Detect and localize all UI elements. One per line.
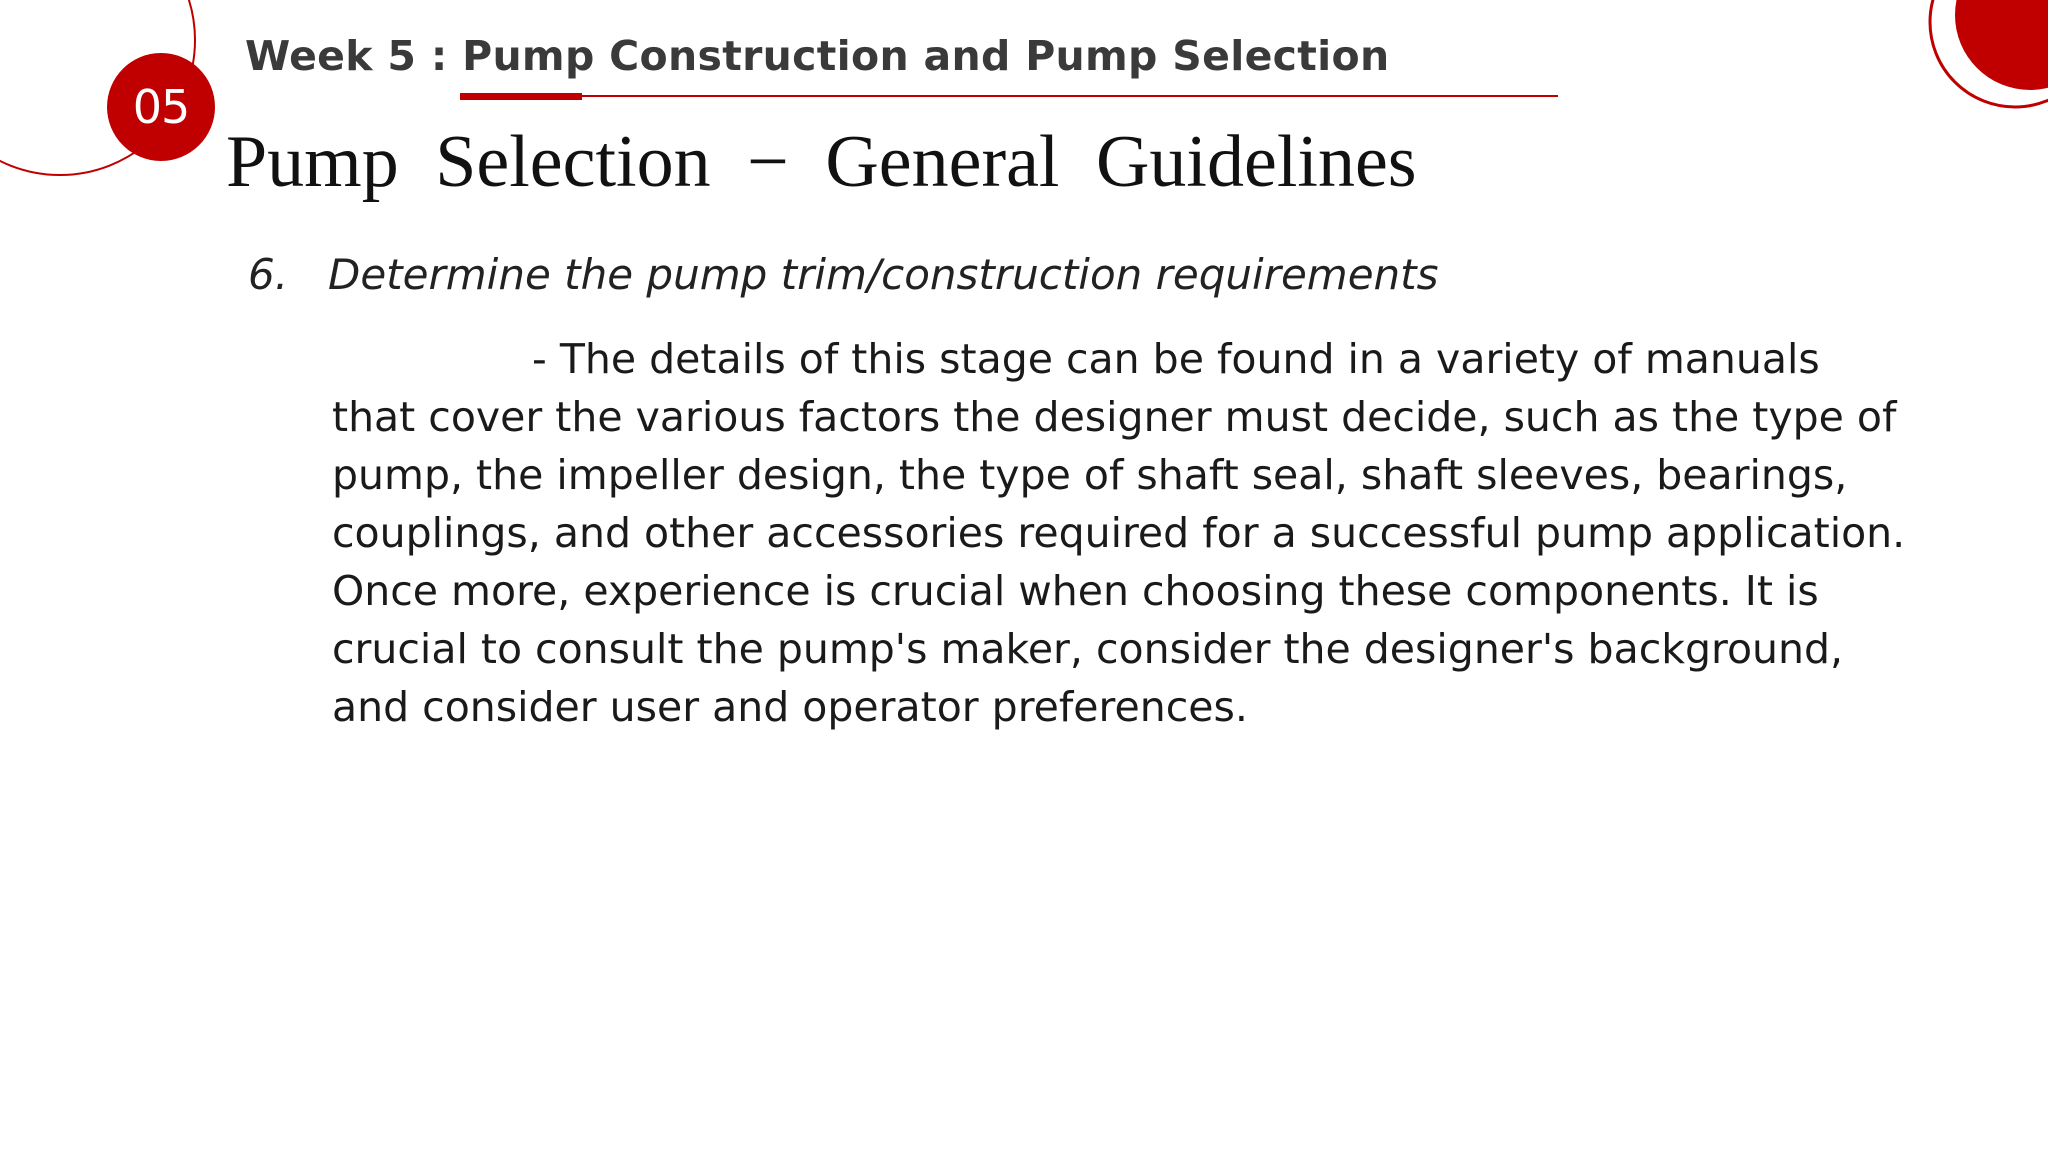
list-item-heading <box>248 250 1439 299</box>
top-right-disc <box>1955 0 2048 90</box>
slide-title: Pump Selection − General Guidelines <box>226 121 1417 203</box>
week-header: Week 5 : Pump Construction and Pump Selection <box>245 32 1390 80</box>
list-item-number: 6. <box>248 250 289 299</box>
section-number-badge <box>107 53 215 161</box>
list-item-heading-text: Determine the pump trim/construction requirements <box>328 250 1439 299</box>
header-accent-bar <box>460 93 582 100</box>
header-divider <box>460 95 1558 97</box>
section-number: 05 <box>132 80 190 134</box>
list-item-body: - The details of this stage can be found in a variety of manuals that cover the various factors the designer must decide, such as the type of pump, the impeller design, the type of shaft seal, shaft sleeves, bearings, couplings, and other accessories required for a successful pump application. Once more, experience is crucial when choosing these components. It is crucial to consult the pump's maker, consider the designer's background, and consider user and operator preferences. <box>332 335 1906 731</box>
